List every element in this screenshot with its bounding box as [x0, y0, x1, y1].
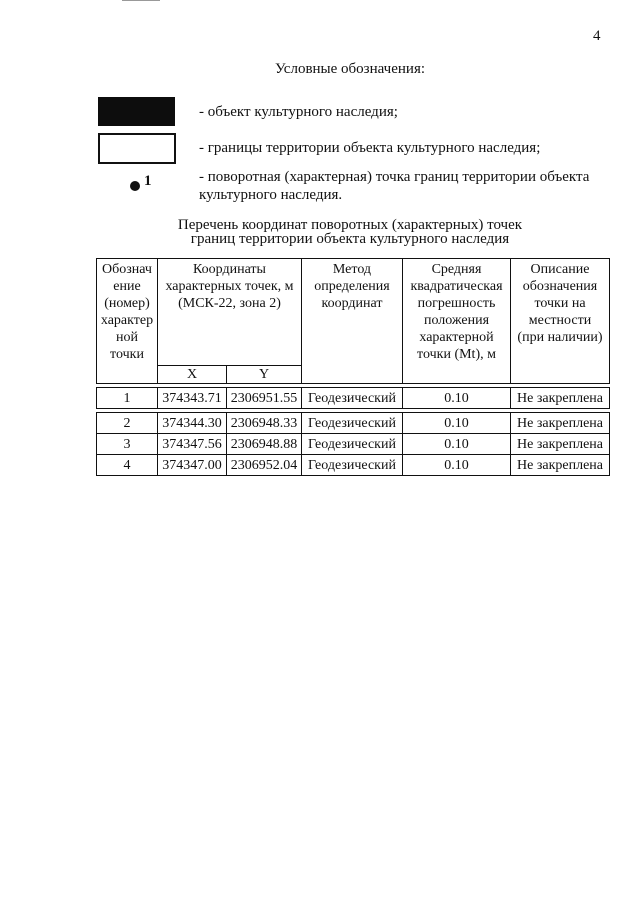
header-mean-error	[403, 259, 511, 384]
cell-x: 374343.71	[158, 388, 227, 409]
header-x: X	[158, 366, 227, 384]
cell-y: 2306948.33	[227, 413, 302, 434]
header-text: Средняя	[431, 262, 482, 277]
heritage-boundary-swatch	[98, 133, 176, 164]
header-text: координат	[321, 296, 383, 311]
header-text: характерных точек, м	[165, 279, 294, 294]
coordinates-table	[96, 258, 610, 476]
header-coordinates	[158, 259, 302, 366]
coords-list-title-line2: границ территории объекта культурного наследия	[190, 231, 510, 247]
cell-method: Геодезический	[302, 413, 403, 434]
header-text: определения	[314, 279, 390, 294]
header-text: местности	[528, 313, 592, 328]
scan-artifact-line	[122, 0, 160, 3]
cell-error: 0.10	[403, 388, 511, 409]
cell-y: 2306952.04	[227, 455, 302, 476]
table-row	[97, 413, 610, 434]
coords-list-title-line1: Перечень координат поворотных (характерных) точек	[177, 217, 523, 233]
cell-x: 374347.56	[158, 434, 227, 455]
coords-list-title	[0, 218, 640, 246]
header-text: точки	[110, 347, 144, 362]
table-header-row	[97, 259, 610, 366]
legend-title: Условные обозначения:	[274, 61, 426, 77]
header-text: Обознач	[102, 262, 152, 277]
cell-error: 0.10	[403, 413, 511, 434]
legend-item-turning-point-line1: - поворотная (характерная) точка границ территории объекта	[199, 169, 590, 185]
header-method	[302, 259, 403, 384]
heritage-object-swatch	[98, 97, 175, 126]
header-text: точки на	[534, 296, 586, 311]
turning-point-label: 1	[144, 173, 152, 189]
cell-num: 3	[97, 434, 158, 455]
cell-description: Не закреплена	[511, 455, 610, 476]
cell-error: 0.10	[403, 434, 511, 455]
cell-num: 4	[97, 455, 158, 476]
table-row	[97, 388, 610, 409]
header-text: характерной	[419, 330, 494, 345]
page-number: 4	[593, 28, 601, 44]
legend-item-turning-point-line2: культурного наследия.	[199, 187, 343, 203]
header-y: Y	[227, 366, 302, 384]
cell-y: 2306948.88	[227, 434, 302, 455]
cell-x: 374347.00	[158, 455, 227, 476]
cell-description: Не закреплена	[511, 413, 610, 434]
header-text: ной	[116, 330, 138, 345]
legend-item-heritage-object: - объект культурного наследия;	[199, 104, 398, 120]
header-text: Координаты	[193, 262, 266, 277]
header-text: ение	[113, 279, 141, 294]
table-row	[97, 455, 610, 476]
header-text: Описание	[530, 262, 590, 277]
header-point-number	[97, 259, 158, 384]
header-text: (номер)	[104, 296, 150, 311]
cell-num: 2	[97, 413, 158, 434]
cell-method: Геодезический	[302, 434, 403, 455]
header-text: характер	[100, 313, 154, 328]
table-row	[97, 434, 610, 455]
header-text: обозначения	[522, 279, 598, 294]
cell-y: 2306951.55	[227, 388, 302, 409]
cell-description: Не закреплена	[511, 388, 610, 409]
cell-error: 0.10	[403, 455, 511, 476]
cell-x: 374344.30	[158, 413, 227, 434]
cell-method: Геодезический	[302, 388, 403, 409]
header-text: погрешность	[417, 296, 496, 311]
header-description	[511, 259, 610, 384]
cell-method: Геодезический	[302, 455, 403, 476]
header-text: (МСК-22, зона 2)	[178, 296, 281, 311]
cell-num: 1	[97, 388, 158, 409]
header-text: (при наличии)	[517, 330, 603, 345]
legend-item-heritage-boundary: - границы территории объекта культурного наследия;	[199, 140, 541, 156]
header-text: квадратическая	[410, 279, 503, 294]
cell-description: Не закреплена	[511, 434, 610, 455]
turning-point-icon	[130, 181, 140, 191]
header-text: Метод	[332, 262, 372, 277]
header-text: положения	[423, 313, 490, 328]
header-text: точки (Mt), м	[417, 347, 496, 362]
